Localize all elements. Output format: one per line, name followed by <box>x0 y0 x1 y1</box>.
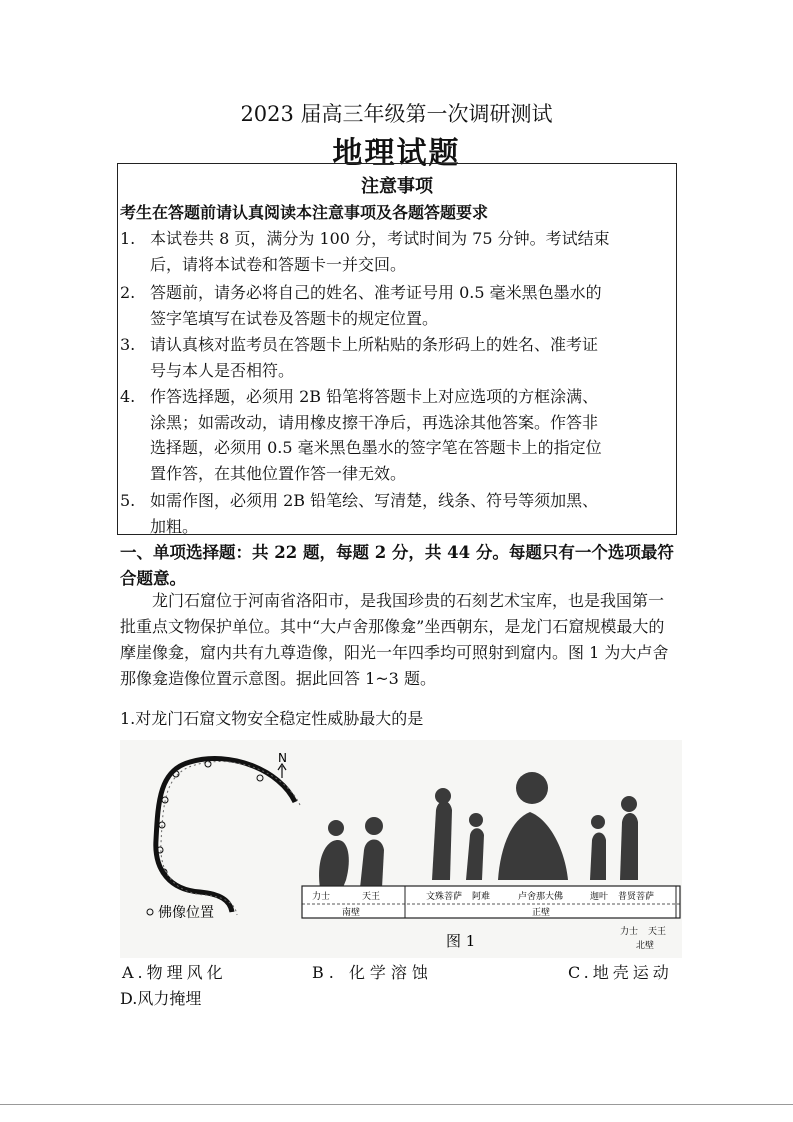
notice-item-line: 选择题，必须用 0.5 毫米黑色墨水的签字笔在答题卡上的指定位 <box>150 438 602 457</box>
statue-label: 力士 <box>312 892 331 902</box>
option-d[interactable]: D.风力掩埋 <box>120 989 202 1008</box>
notice-item <box>120 384 672 486</box>
page-bottom-rule <box>0 1104 793 1105</box>
notice-item-number: 1. <box>120 229 136 248</box>
notice-item-line: 号与本人是否相符。 <box>150 360 295 380</box>
notice-item <box>120 488 672 539</box>
label-band <box>302 886 680 918</box>
statue-label: 天王 <box>362 892 381 902</box>
notice-item-line: 作答选择题，必须用 2B 铅笔将答题卡上对应选项的方框涂满、 <box>150 387 599 406</box>
statue-label: 卢舍那大佛 <box>518 892 564 902</box>
notice-item-line: 涂黑；如需改动，请用橡皮擦干净后，再选涂其他答案。作答非 <box>150 412 599 432</box>
notice-item-line: 答题前，请务必将自己的姓名、准考证号用 0.5 毫米黑色墨水的 <box>150 283 602 302</box>
notice-item-line: 如需作图，必须用 2B 铅笔绘、写清楚，线条、符号等须加黑、 <box>150 491 599 510</box>
reading-passage: 龙门石窟位于河南省洛阳市，是我国珍贵的石刻艺术宝库，也是我国第一批重点文物保护单位。其中“大卢舍那像龛”坐西朝东，是龙门石窟规模最大的摩崖像龛，窟内共有九尊造像，阳光一年四季均可照射到窟内。图 1 为大卢舍那像龛造像位置示意图。据此回答 1~3 题。 <box>120 591 669 688</box>
notice-item-line: 加粗。 <box>150 516 199 536</box>
wall-label: 南壁 <box>342 908 361 918</box>
statue-label: 力士 <box>620 927 639 937</box>
statue-puxian <box>620 813 638 880</box>
option-b[interactable]: B. 化学溶蚀 <box>312 963 433 982</box>
notice-item-line: 请认真核对监考员在答题卡上所粘贴的条形码上的姓名、准考证 <box>150 335 599 354</box>
figure-caption: 图 1 <box>446 932 476 950</box>
notice-item-line: 本试卷共 8 页，满分为 100 分，考试时间为 75 分钟。考试结束 <box>150 229 610 248</box>
notice-item-line: 置作答，在其他位置作答一律无效。 <box>150 463 407 483</box>
notice-item-number: 4. <box>120 387 136 406</box>
wall-label: 北壁 <box>636 941 655 951</box>
legend-label: 佛像位置 <box>158 905 214 921</box>
exam-subtitle: 2023 届高三年级第一次调研测试 <box>240 102 553 126</box>
figure-1 <box>120 740 682 958</box>
wall-label: 正壁 <box>532 908 551 918</box>
statue-label: 文殊菩萨 <box>426 892 463 902</box>
option-a[interactable]: A.物理风化 <box>122 963 227 982</box>
section-heading: 一、单项选择题：共 22 题，每题 2 分，共 44 分。每题只有一个选项最符合题意。 <box>120 543 674 588</box>
notice-intro: 考生在答题前请认真阅读本注意事项及各题答题要求 <box>120 203 489 222</box>
notice-item <box>120 280 672 331</box>
statue-label: 迦叶 <box>590 892 609 902</box>
statue-jiaye <box>590 833 606 881</box>
north-label: N <box>278 751 287 765</box>
notice-item-number: 5. <box>120 491 136 510</box>
notice-item <box>120 332 672 383</box>
notice-item-line: 后，请将本试卷和答题卡一并交回。 <box>150 254 407 274</box>
notice-item-number: 2. <box>120 283 136 302</box>
question-stem: 1.对龙门石窟文物安全稳定性威胁最大的是 <box>120 709 424 728</box>
map-legend <box>147 905 214 921</box>
statue-label: 普贤菩萨 <box>618 892 655 902</box>
page-title: 地理试题 <box>332 136 461 171</box>
notice-item <box>120 226 672 277</box>
statue-label: 阿难 <box>472 892 491 902</box>
notice-item-number: 3. <box>120 335 136 354</box>
notice-title: 注意事项 <box>361 176 433 197</box>
option-c[interactable]: C.地壳运动 <box>568 963 673 982</box>
notice-box <box>117 163 677 535</box>
notice-item-line: 签字笔填写在试卷及答题卡的规定位置。 <box>150 308 439 328</box>
statue-label: 天王 <box>648 927 667 937</box>
